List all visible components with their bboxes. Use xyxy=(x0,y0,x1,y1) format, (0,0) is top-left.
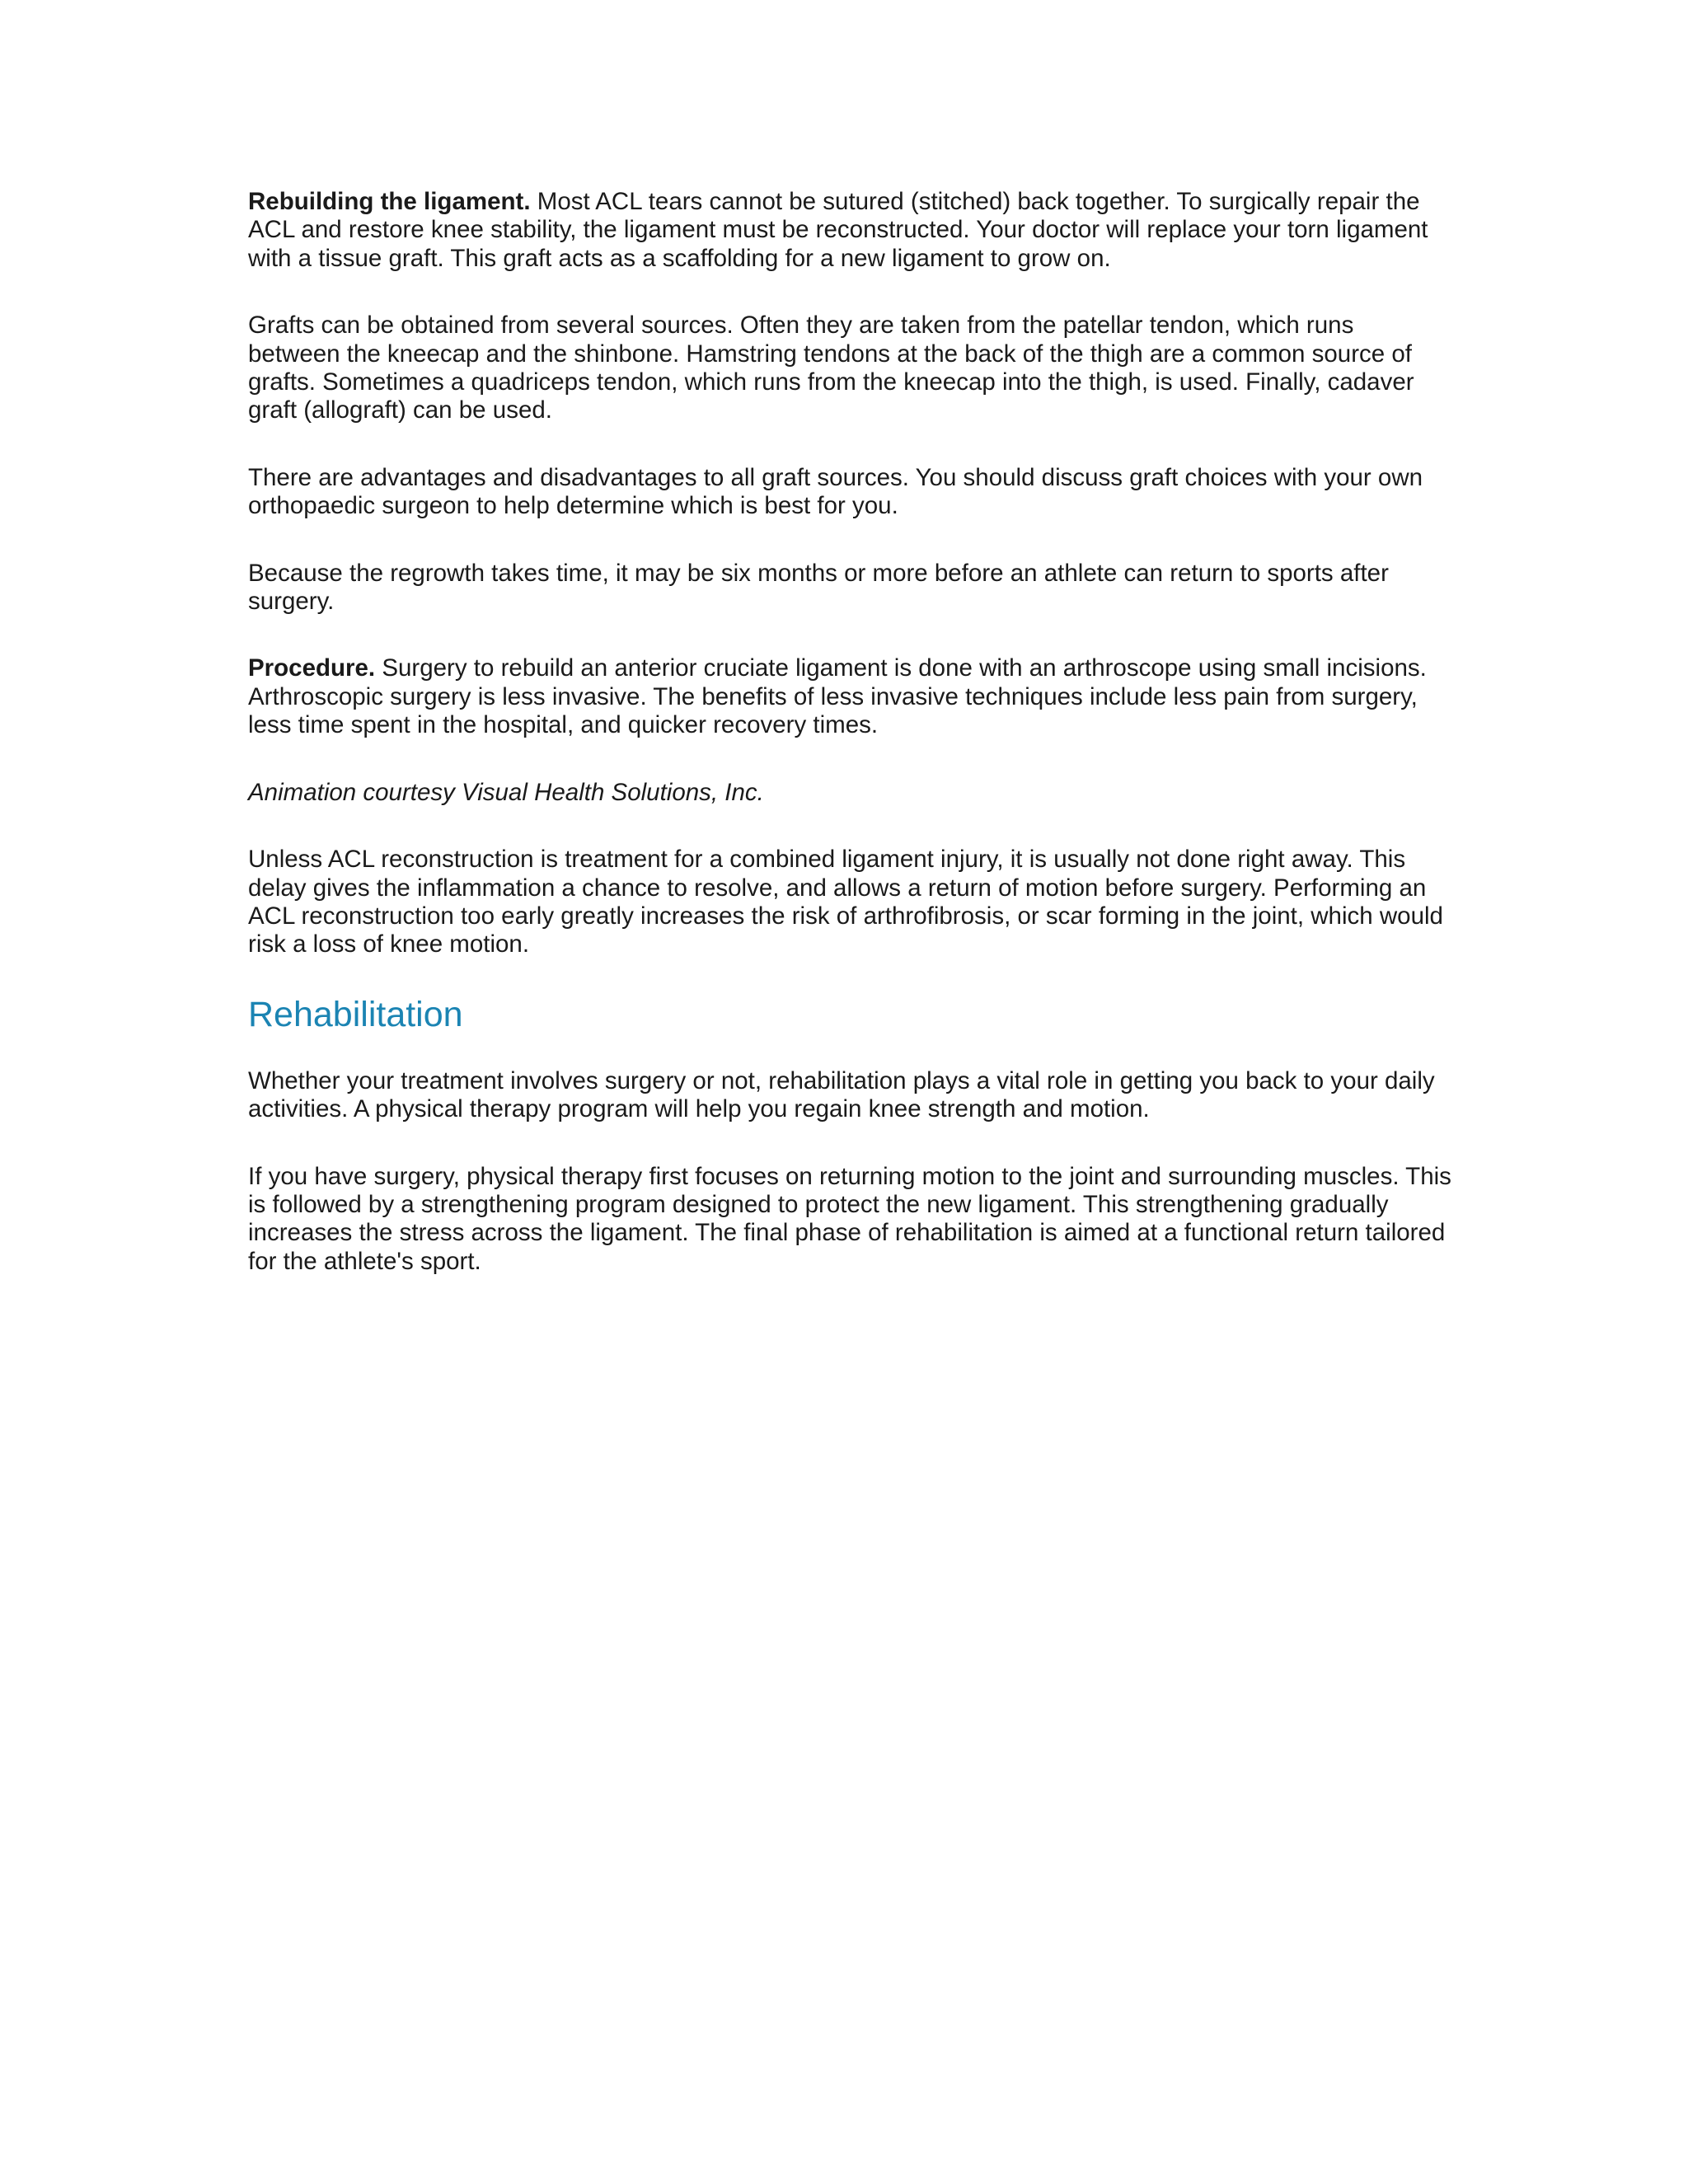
paragraph-procedure xyxy=(248,654,1451,739)
paragraph-lead-title: Rebuilding the ligament. xyxy=(248,188,531,215)
paragraph-lead-title: Procedure. xyxy=(248,654,376,682)
animation-credit: Animation courtesy Visual Health Solutions, Inc. xyxy=(248,778,764,806)
paragraph-regrowth: Because the regrowth takes time, it may be six months or more before an athlete can return to sports after surgery. xyxy=(248,559,1389,616)
section-heading-rehabilitation: Rehabilitation xyxy=(248,994,463,1034)
paragraph-rehab-intro: Whether your treatment involves surgery or not, rehabilitation plays a vital role in getting you back to your daily activities. A physical therapy program will help you regain knee strength and motion. xyxy=(248,1066,1435,1123)
paragraph-advantages: There are advantages and disadvantages to all graft sources. You should discuss graft choices with your own orthopaedic surgeon to help determine which is best for you. xyxy=(248,463,1423,520)
paragraph-grafts: Grafts can be obtained from several sources. Often they are taken from the patellar tendon, which runs between the kneecap and the shinbone. Hamstring tendons at the back of the thigh are a common source of grafts. Sometimes a quadriceps tendon, which runs from the kneecap into the thigh, is used. Finally, cadaver graft (allograft) can be used. xyxy=(248,312,1414,424)
paragraph-text: Surgery to rebuild an anterior cruciate ligament is done with an arthroscope using small incisions. Arthroscopic surgery is less invasive. The benefits of less invasive techniques include less pain from surgery, less time spent in the hospital, and quicker recovery times. xyxy=(248,654,1427,739)
paragraph-rehab-surgery: If you have surgery, physical therapy first focuses on returning motion to the joint and surrounding muscles. This is followed by a strengthening program designed to protect the new ligament. This strengthening gradually increases the stress across the ligament. The final phase of rehabilitation is aimed at a functional return tailored for the athlete's sport. xyxy=(248,1162,1451,1275)
paragraph-timing: Unless ACL reconstruction is treatment for a combined ligament injury, it is usually not done right away. This delay gives the inflammation a chance to resolve, and allows a return of motion before surgery. Performing an ACL reconstruction too early greatly increases the risk of arthrofibrosis, or scar forming in the joint, which would risk a loss of knee motion. xyxy=(248,846,1443,958)
document-page xyxy=(248,188,1451,1315)
paragraph-text: Most ACL tears cannot be sutured (stitched) back together. To surgically repair the ACL and restore knee stability, the ligament must be reconstructed. Your doctor will replace your torn ligament with a tissue graft. This graft acts as a scaffolding for a new ligament to grow on. xyxy=(248,188,1428,272)
paragraph-rebuilding-ligament xyxy=(248,188,1451,273)
